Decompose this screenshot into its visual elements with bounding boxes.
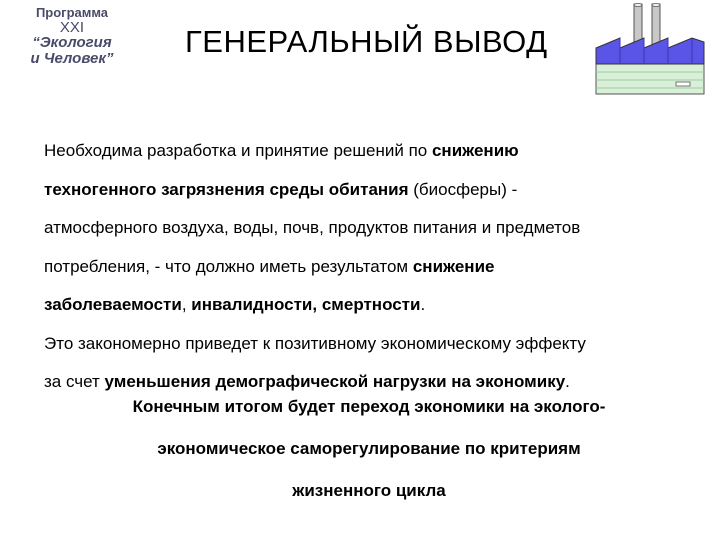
conclusion-line: Конечным итогом будет переход экономики на эколого-	[132, 397, 606, 416]
bold-run: заболеваемости	[44, 295, 182, 314]
text-run: атмосферного воздуха, воды, почв, продуктов питания и предметов	[44, 218, 581, 237]
conclusion-text	[44, 386, 694, 512]
text-run: ,	[181, 295, 192, 314]
text-run: .	[420, 295, 426, 314]
text-run: .	[565, 372, 570, 391]
text-run: (биосферы) -	[408, 179, 518, 199]
page-title: ГЕНЕРАЛЬНЫЙ ВЫВОД	[185, 24, 548, 59]
program-logo	[22, 6, 122, 67]
text-run: Это закономерно приведет к позитивному экономическому эффекту	[44, 333, 586, 353]
text-run: потребления, - что должно иметь результатом	[44, 256, 413, 276]
logo-line-human: и Человек”	[30, 50, 114, 68]
factory-icon	[590, 2, 708, 102]
logo-line-xxi: XXI	[59, 18, 85, 36]
main-text	[44, 132, 694, 402]
bold-run: снижение	[412, 256, 495, 276]
bold-run: инвалидности, смертности	[191, 295, 421, 314]
text-run: за счет	[44, 372, 105, 391]
bold-run: техногенного загрязнения среды обитания	[44, 179, 409, 199]
logo-line-program: Программа	[35, 5, 109, 20]
paragraph-reduction	[44, 132, 694, 325]
bold-run: уменьшения демографической нагрузки на экономику	[104, 372, 566, 391]
conclusion-line: экономическое саморегулирование по критериям	[157, 439, 581, 458]
logo-line-ecology: “Экология	[32, 34, 112, 52]
text-run: Необходима разработка и принятие решений по	[44, 141, 432, 160]
bold-run: снижению	[431, 141, 519, 160]
conclusion-line: жизненного цикла	[292, 481, 446, 500]
